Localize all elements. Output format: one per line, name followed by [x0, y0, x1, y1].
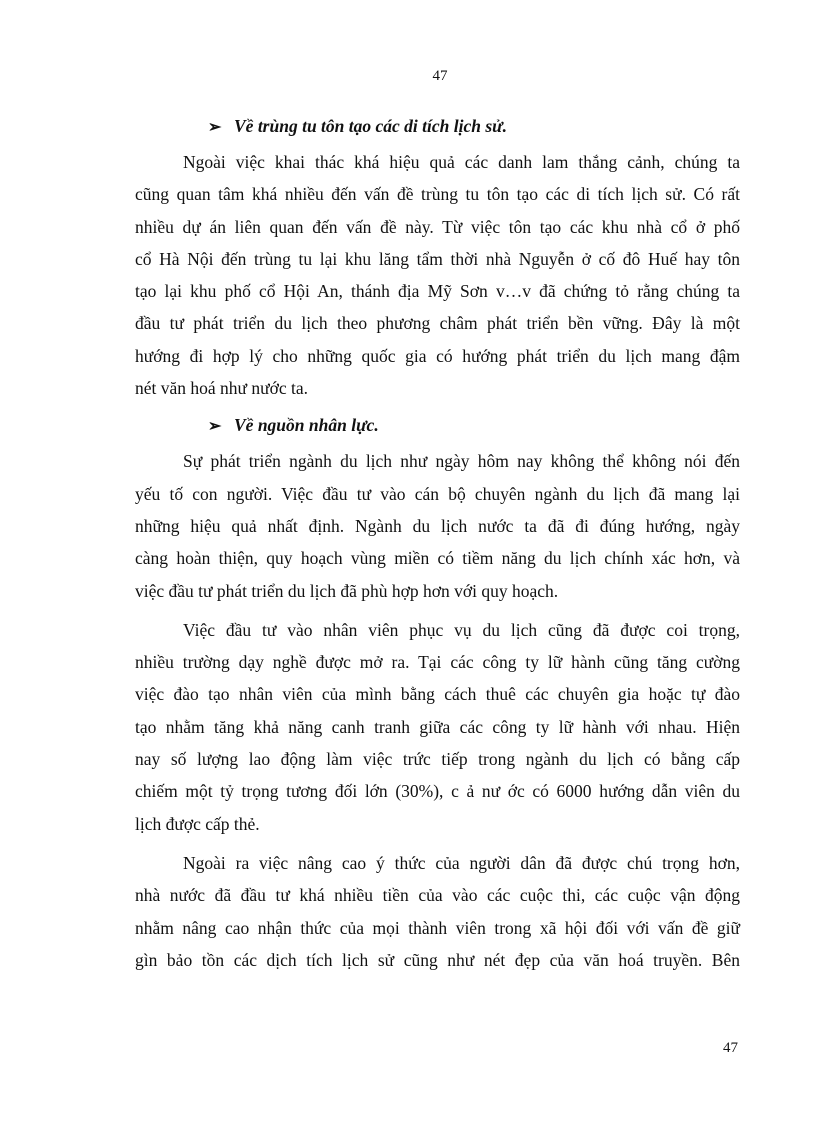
text-line: Ngoài việc khai thác khá hiệu quả các danh lam thắng cảnh, chúng ta [183, 152, 740, 172]
section-heading-text: Về nguồn nhân lực. [234, 415, 379, 436]
paragraph [135, 445, 740, 606]
section-heading-text: Về trùng tu tôn tạo các di tích lịch sử. [234, 116, 508, 136]
text-line: yếu tố con người. Việc đầu tư vào cán bộ chuyên ngành du lịch đã mang lại [135, 483, 740, 504]
section-heading-restoration [135, 112, 740, 142]
text-line: nhằm nâng cao nhận thức của mọi thành viên trong xã hội đối với vấn đề giữ [135, 917, 740, 938]
text-line: lịch được cấp thẻ. [135, 813, 260, 834]
text-line: việc đầu tư phát triển du lịch đã phù hợp hơn với quy hoạch. [135, 580, 559, 601]
text-line: gìn bảo tồn các dịch tích lịch sử cũng như nét đẹp của văn hoá truyền. Bên [135, 949, 740, 970]
text-line: nhà nước đã đầu tư khá nhiều tiền của vào các cuộc thi, các cuộc vận động [135, 885, 740, 906]
text-line: càng hoàn thiện, quy hoạch vùng miền có tiềm năng du lịch chính xác hơn, và [135, 548, 740, 569]
text-line: cũng quan tâm khá nhiều đến vấn đề trùng tu tôn tạo các di tích lịch sử. Có rất [135, 184, 740, 205]
text-line: Sự phát triển ngành du lịch như ngày hôm nay không thể không nói đến [183, 451, 740, 472]
page-number-top: 47 [432, 68, 448, 84]
text-line: Việc đầu tư vào nhân viên phục vụ du lịch cũng đã được coi trọng, [183, 619, 740, 640]
text-line: Ngoài ra việc nâng cao ý thức của người dân đã được chú trọng hơn, [183, 852, 740, 873]
text-line: nhiều dự án liên quan đến vấn đề này. Từ việc tôn tạo các khu nhà cổ ở phố [135, 216, 740, 237]
text-line: tạo nhằm tăng khả năng canh tranh giữa các công ty lữ hành với nhau. Hiện [135, 716, 740, 737]
paragraph [135, 847, 740, 976]
text-line: những hiệu quả nhất định. Ngành du lịch nước ta đã đi đúng hướng, ngày [135, 515, 740, 536]
text-line: tạo lại khu phố cổ Hội An, thánh địa Mỹ Sơn v…v đã chứng tỏ rằng chúng ta [135, 281, 740, 302]
text-line: nét văn hoá như nước ta. [135, 378, 309, 399]
arrow-bullet-icon: ➢ [208, 119, 222, 136]
arrow-bullet-icon: ➢ [208, 418, 222, 436]
document-body [135, 112, 740, 983]
text-line: nhiều trường dạy nghề được mở ra. Tại các công ty lữ hành cũng tăng cường [135, 652, 740, 673]
text-line: hướng đi hợp lý cho những quốc gia có hướng phát triển du lịch mang đậm [135, 345, 740, 366]
text-line: nay số lượng lao động làm việc trức tiếp trong ngành du lịch có bằng cấp [135, 749, 740, 770]
text-line: việc đào tạo nhân viên của mình bằng cách thuê các chuyên gia hoặc tự đào [135, 684, 740, 705]
page-number-bottom: 47 [723, 1040, 738, 1056]
paragraph [135, 146, 740, 404]
text-line: cổ Hà Nội đến trùng tu lại khu lăng tẩm thời nhà Nguyễn ở cố đô Huế hay tôn [135, 248, 740, 269]
text-line: đầu tư phát triển du lịch theo phương châm phát triển bền vững. Đây là một [135, 313, 740, 334]
text-line: chiếm một tỷ trọng tương đối lớn (30%), c ả nư ớc có 6000 hướng dẫn viên du [135, 781, 740, 802]
paragraph [135, 614, 740, 840]
section-heading-human-resources [135, 411, 740, 441]
